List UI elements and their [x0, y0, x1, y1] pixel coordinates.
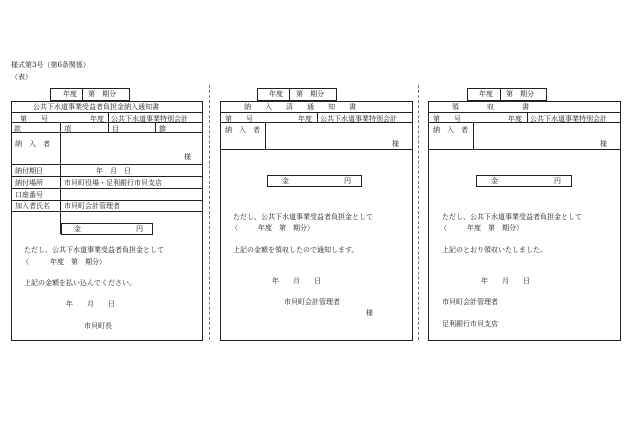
receipt-year: 年度 — [479, 90, 493, 98]
completed-note-open: （ — [231, 224, 238, 232]
cut-line-left — [209, 85, 210, 340]
notice-payer-sama: 様 — [184, 153, 191, 161]
completed-treasurer-sama: 様 — [366, 309, 373, 317]
receipt-note-line2: 年度 第 期分） — [467, 224, 523, 232]
notice-joiner-value: 市貝町会計管理者 — [64, 202, 120, 210]
completed-yen-suffix: 円 — [344, 177, 351, 185]
completed-account-year: 年度 — [298, 115, 312, 123]
notice-col-kou: 項 — [64, 125, 71, 133]
receipt-amount-box — [476, 175, 572, 187]
form-number: 様式第3号（第6条関係） — [11, 61, 90, 69]
notice-note-line1: ただし、公共下水道事業受益者負担金として — [24, 246, 164, 254]
receipt-special-account: 公共下水道事業特別会計 — [530, 115, 607, 123]
completed-payer-sama: 様 — [392, 140, 399, 148]
completed-date: 年 月 日 — [272, 277, 321, 285]
completed-note-line2: 年度 第 期分） — [258, 224, 314, 232]
completed-special-account: 公共下水道事業特別会計 — [320, 115, 397, 123]
completed-year: 年度 — [269, 90, 283, 98]
receipt-treasurer: 市貝町会計管理者 — [442, 298, 498, 306]
notice-joiner-label: 加入者氏名 — [15, 202, 50, 210]
notice-col-kan: 款 — [14, 125, 21, 133]
notice-col-setsu: 節 — [159, 125, 166, 133]
notice-yen-suffix: 円 — [136, 225, 143, 233]
notice-period: 第 期分 — [88, 90, 116, 98]
notice-note-open: （ — [22, 258, 29, 266]
completed-no-label: 第 号 — [225, 115, 253, 123]
completed-period: 第 期分 — [296, 90, 324, 98]
receipt-yen-suffix: 円 — [554, 177, 561, 185]
notice-amount-box — [61, 223, 153, 235]
notice-place-label: 納付場所 — [15, 179, 43, 187]
notice-request: 上記の金額を払い込んでください。 — [24, 279, 136, 287]
completed-amount-box — [267, 175, 362, 187]
completed-message: 上記の金額を領収したので通知します。 — [233, 246, 359, 254]
notice-title: 公共下水道事業受益者負担金納入通知書 — [33, 103, 159, 111]
receipt-period: 第 期分 — [506, 90, 534, 98]
notice-place-value: 市貝町役場・足利銀行市貝支店 — [64, 179, 162, 187]
receipt-message: 上記のとおり領収いたしました。 — [442, 246, 547, 254]
receipt-bank: 足利銀行市貝支店 — [442, 320, 498, 328]
completed-note-line1: ただし、公共下水道事業受益者負担金として — [233, 213, 373, 221]
notice-year: 年度 — [63, 90, 77, 98]
notice-yen-prefix: 金 — [74, 225, 81, 233]
notice-special-account: 公共下水道事業特別会計 — [111, 115, 188, 123]
receipt-note-line1: ただし、公共下水道事業受益者負担金として — [442, 213, 582, 221]
cut-line-right — [418, 85, 419, 340]
receipt-yen-prefix: 金 — [491, 177, 498, 185]
receipt-note-open: （ — [440, 224, 447, 232]
notice-account-label: 口座番号 — [15, 191, 43, 199]
completed-yen-prefix: 金 — [282, 177, 289, 185]
notice-payer-label: 納 入 者 — [15, 140, 50, 148]
notice-date: 年 月 日 — [66, 300, 115, 308]
completed-title: 納 入 済 通 知 書 — [244, 103, 356, 111]
notice-col-moku: 目 — [112, 125, 119, 133]
notice-note-line2: 年度 第 期分） — [50, 258, 106, 266]
receipt-account-year: 年度 — [508, 115, 522, 123]
receipt-no-label: 第 号 — [433, 115, 461, 123]
completed-payer-label: 納 入 者 — [225, 126, 260, 134]
receipt-payer-sama: 様 — [600, 140, 607, 148]
notice-due-label: 納付期日 — [15, 167, 43, 175]
notice-no-label: 第 号 — [20, 115, 48, 123]
notice-mayor: 市貝町長 — [84, 322, 112, 330]
receipt-title: 領 収 書 — [452, 103, 529, 111]
notice-due-value: 年 月 日 — [96, 167, 131, 175]
receipt-payer-label: 納 入 者 — [433, 126, 468, 134]
receipt-date: 年 月 日 — [481, 277, 530, 285]
form-side-label: （表） — [11, 73, 32, 81]
notice-account-year: 年度 — [90, 115, 104, 123]
completed-treasurer: 市貝町会計管理者 — [284, 298, 340, 306]
